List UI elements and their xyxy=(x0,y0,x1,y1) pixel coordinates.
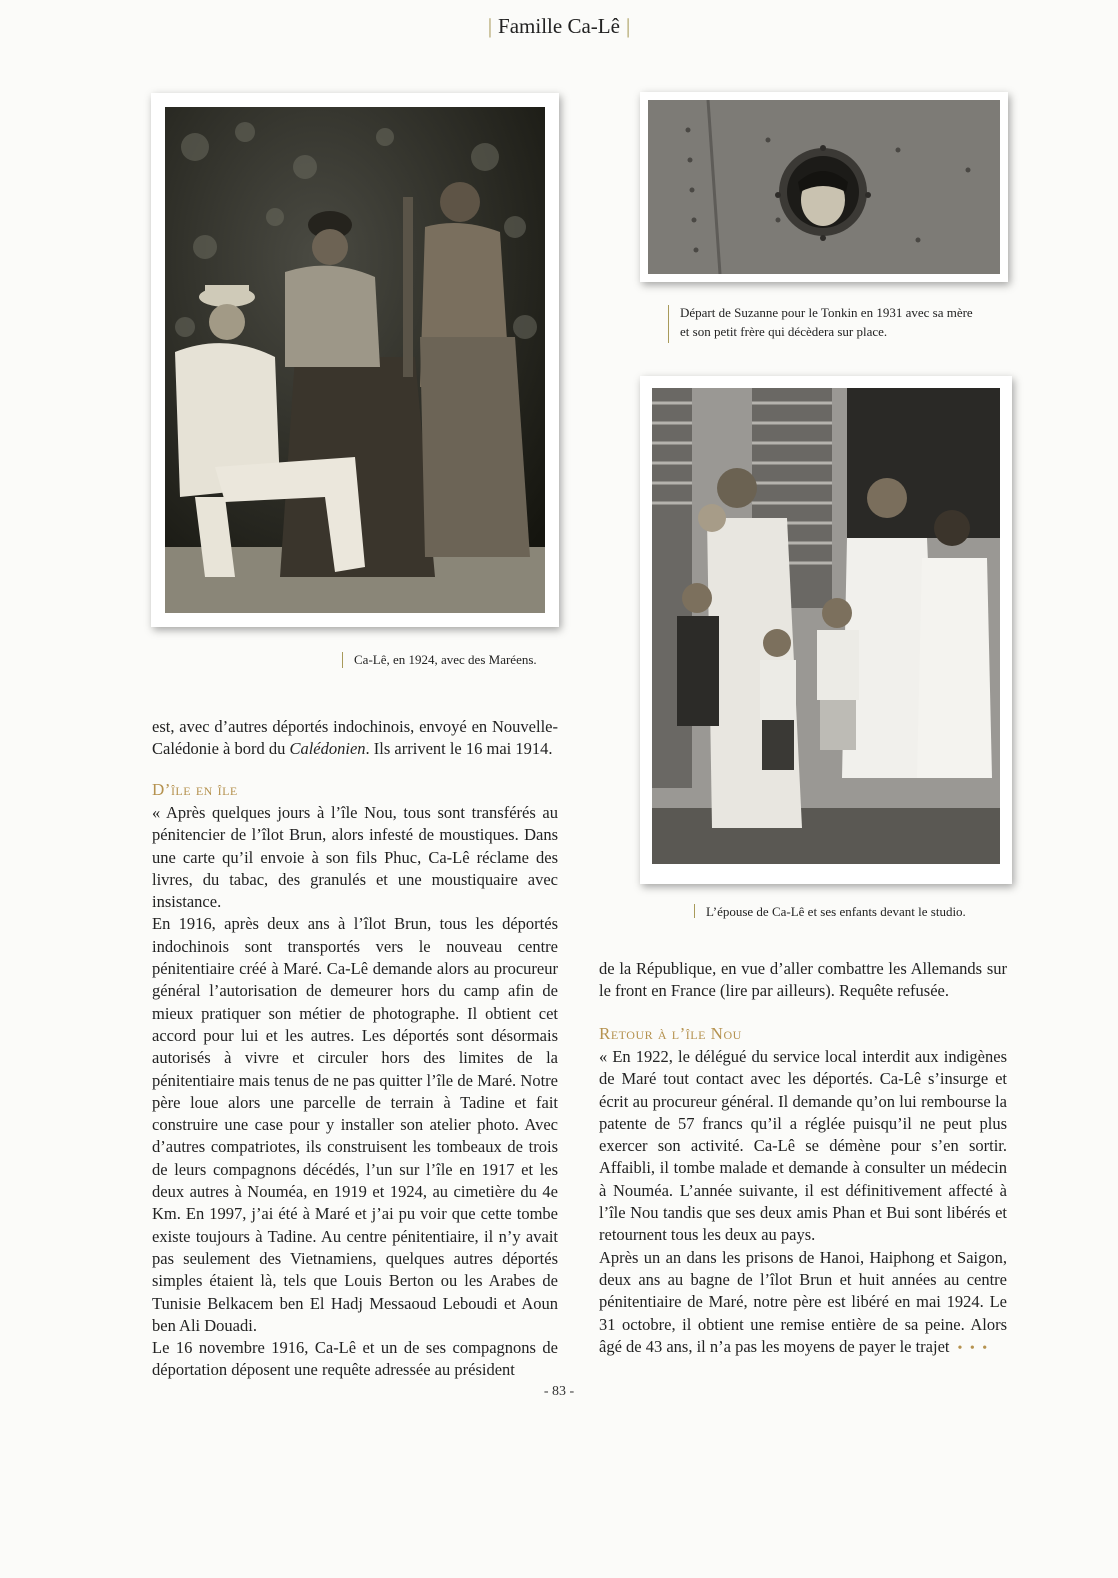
header-title: Famille Ca-Lê xyxy=(498,14,620,38)
section-heading-dile-en-ile: D’île en île xyxy=(152,780,238,799)
photo2-caption: Départ de Suzanne pour le Tonkin en 1931 avec sa mère et son petit frère qui décèdera sur place. xyxy=(668,303,1018,341)
right-column-body xyxy=(599,1046,1007,1360)
photo-porthole-departure xyxy=(640,92,1008,282)
intro-paragraph: est, avec d’autres déportés indochinois, envoyé en Nouvelle-Calédonie à bord du Calédonien. Ils arrivent le 16 mai 1914. xyxy=(152,717,558,759)
running-header: | Famille Ca-Lê | xyxy=(487,14,631,38)
photo1-caption: Ca-Lê, en 1924, avec des Maréens. xyxy=(342,650,537,669)
photo-family-studio xyxy=(640,376,1012,884)
photo3-illustration xyxy=(652,388,1000,864)
paragraph: « Après quelques jours à l’île Nou, tous sont transférés au pénitencier de l’îlot Brun, alors infesté de moustiques. Dans une carte qu’il envoie à son fils Phuc, Ca-Lê réclame des livres, du tabac, des granulés et une moustiquaire avec insistance. xyxy=(152,803,558,912)
paragraph: de la République, en vue d’aller combattre les Allemands sur le front en France (lire par ailleurs). Requête refusée. xyxy=(599,959,1007,1001)
section-heading-retour-ile-nou: Retour à l’île Nou xyxy=(599,1024,742,1043)
photo1-illustration xyxy=(165,107,545,613)
continue-mark: • • • xyxy=(957,1340,990,1356)
photo3-caption: L’épouse de Ca-Lê et ses enfants devant le studio. xyxy=(694,902,966,921)
photo-cale-with-mareens xyxy=(151,93,559,627)
page-number: - 83 - xyxy=(543,1384,575,1399)
paragraph: Après un an dans les prisons de Hanoi, Haiphong et Saigon, deux ans au bagne de l’îlot Brun et huit années au centre pénitentiaire de Maré, notre père est libéré en mai 1924. Le 31 octobre, il obtient une remise entière de sa peine. Alors âgé de 43 ans, il n’a pas les moyens de payer le trajet • • • xyxy=(599,1247,1007,1356)
paragraph: « En 1922, le délégué du service local interdit aux indigènes de Maré tout contact avec les déportés. Ca-Lê s’insurge et écrit au procureur général. Il demande qu’on lui rembourse la patente de 57 francs qu’il a réglée puisqu’il ne peut plus exercer son activité. Ca-Lê se démène pour s’en sortir. Affaibli, il tombe malade et demande à consulter un médecin à Nouméa. L’année suivante, il est définitivement affecté à l’île Nou tandis que ses deux amis Phan et Bui sont libérés et retournent tous les deux au pays. xyxy=(599,1047,1007,1245)
left-column-body xyxy=(152,802,558,1382)
paragraph: En 1916, après deux ans à l’îlot Brun, tous les déportés indochinois sont transportés vers le nouveau centre pénitentiaire créé à Maré. Ca-Lê demande alors au procureur général l’autorisation de demeurer hors du camp afin de mieux pratiquer son métier de photographe. Il obtient cet accord pour lui et les autres. Les déportés sont désormais autorisés à vivre et circuler hors des limites de la pénitentiaire mais tenus de ne pas quitter l’île de Maré. Notre père loue alors une parcelle de terrain à Tadine et fait construire une case pour y installer son atelier photo. Avec d’autres compatriotes, ils construisent les tombeaux de trois de leurs compagnons décédés, l’un sur l’île en 1917 et les deux autres à Nouméa, en 1919 et 1924, au cimetière du 4e Km. En 1997, j’ai été à Maré et j’ai pu voir que cette tombe existe toujours à Tadine. Au centre pénitentiaire, il n’y avait pas seulement des Vietnamiens, quelques autres déportés simples étaient là, tels que Louis Berton ou les Arabes de Tunisie Belkacem ben El Hadj Messaoud Leboudi et Aoun ben Ali Douadi. xyxy=(152,914,558,1335)
right-column-continuation xyxy=(599,958,1007,1003)
photo2-illustration xyxy=(648,100,1000,274)
paragraph: Le 16 novembre 1916, Ca-Lê et un de ses compagnons de déportation déposent une requête adressée au président xyxy=(152,1338,558,1380)
